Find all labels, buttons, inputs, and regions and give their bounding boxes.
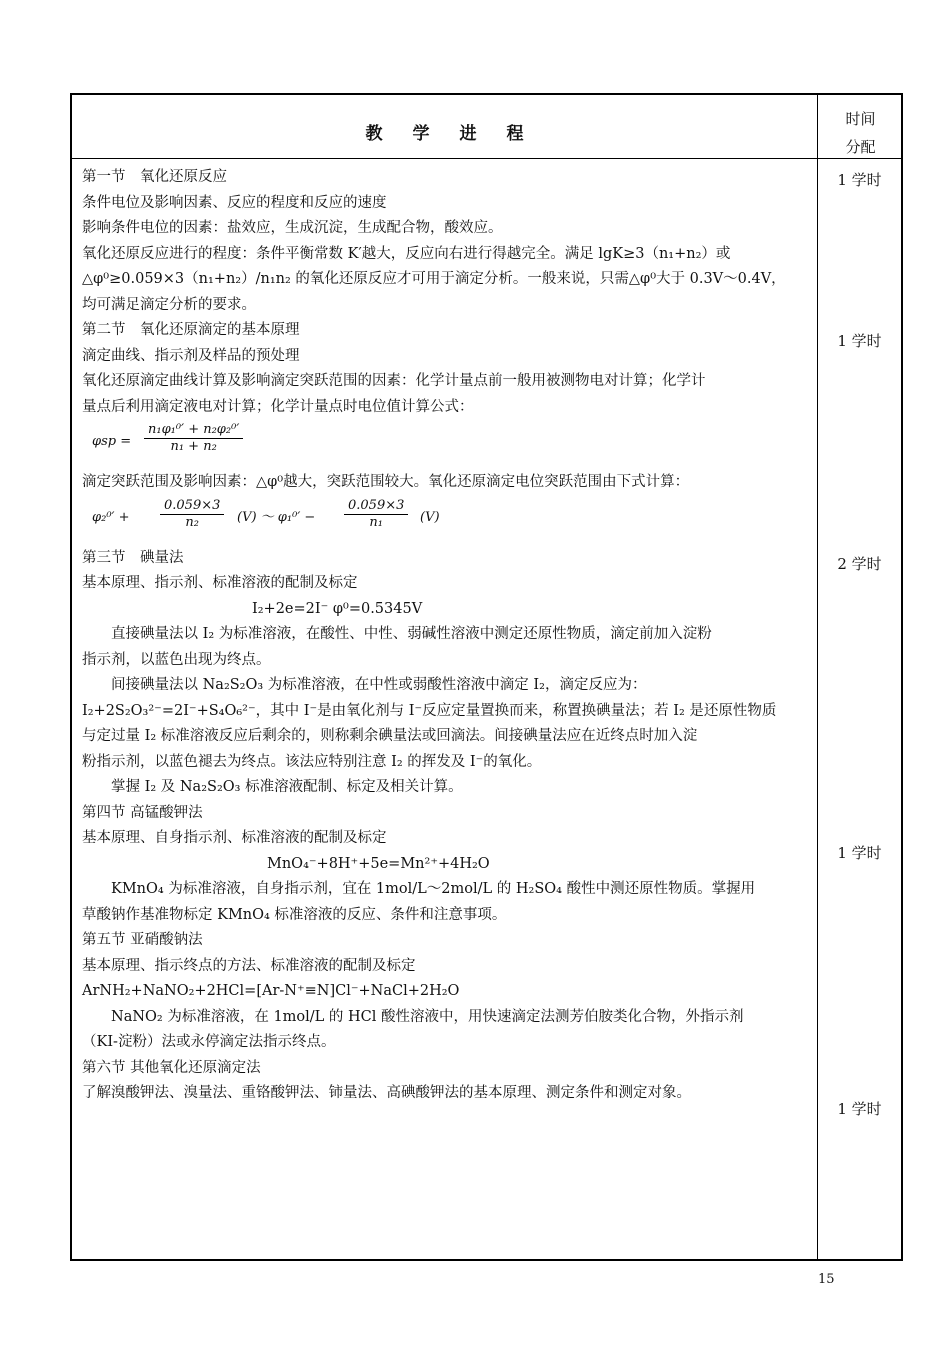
section-1-para-1: 影响条件电位的因素：盐效应，生成沉淀，生成配合物，酸效应。 — [82, 220, 503, 236]
section-6-title: 第六节 其他氧化还原滴定法 — [82, 1059, 261, 1076]
section-3-para-1a: 直接碘量法以 I₂ 为标准溶液，在酸性、中性、弱碱性溶液中测定还原性物质，滴定前加入淀粉 — [111, 626, 712, 642]
section-1-subtitle: 条件电位及影响因素、反应的程度和反应的速度 — [82, 194, 387, 211]
section-4-para-1a: KMnO₄ 为标准溶液，自身指示剂，宜在 1mol/L～2mol/L 的 H₂SO₄ 酸性中测还原性物质。掌握用 — [111, 881, 756, 897]
section-3-para-1b: 指示剂，以蓝色出现为终点。 — [82, 651, 271, 668]
formula-2b-numerator: 0.059×3 — [344, 498, 408, 515]
formula-2-unit: (V) — [420, 509, 440, 525]
formula-1-lhs: φsp = — [92, 434, 132, 449]
lesson-content — [82, 165, 812, 1107]
section-5-para-1b: （KI-淀粉）法或永停滴定法指示终点。 — [82, 1034, 336, 1050]
formula-1-numerator: n₁φ₁⁰′ + n₂φ₂⁰′ — [144, 422, 243, 439]
section-5-title: 第五节 亚硝酸钠法 — [82, 932, 203, 948]
table-header-time — [818, 105, 903, 161]
column-divider — [817, 95, 818, 1259]
section-5-subtitle: 基本原理、指示终点的方法、标准溶液的配制及标定 — [82, 957, 416, 974]
section-4-para-1b: 草酸钠作基准物标定 KMnO₄ 标准溶液的反应、条件和注意事项。 — [82, 906, 507, 923]
section-4-subtitle: 基本原理、自身指示剂、标准溶液的配制及标定 — [82, 830, 387, 846]
formula-2-lhs: φ₂⁰′ + — [92, 509, 130, 525]
section-2-para-1b: 量点后利用滴定液电对计算；化学计量点时电位值计算公式： — [82, 398, 474, 415]
section-2-para-2: 滴定突跃范围及影响因素：△φ⁰越大，突跃范围较大。氧化还原滴定电位突跃范围由下式计算： — [82, 474, 690, 490]
section-1-para-2a: 氧化还原反应进行的程度：条件平衡常数 K′越大，反应向右进行得越完全。满足 lgK≥3（n₁+n₂）或 — [82, 245, 731, 262]
formula-2a-numerator: 0.059×3 — [160, 498, 224, 515]
formula-2b-denominator: n₁ — [369, 514, 383, 530]
section-1-para-2c: 均可满足滴定分析的要求。 — [82, 296, 256, 313]
section-2-title: 第二节 氧化还原滴定的基本原理 — [82, 322, 300, 338]
time-allocation-2: 1 学时 — [837, 332, 882, 350]
time-header-line2: 分配 — [845, 138, 876, 156]
section-3-para-2d: 粉指示剂，以蓝色褪去为终点。该法应特别注意 I₂ 的挥发及 I⁻的氧化。 — [82, 753, 542, 770]
time-allocation-5: 1 学时 — [837, 1100, 882, 1118]
time-allocation-1: 1 学时 — [837, 171, 882, 189]
sp-potential-formula — [82, 420, 812, 470]
section-6-para-1: 了解溴酸钾法、溴量法、重铬酸钾法、铈量法、高碘酸钾法的基本原理、测定条件和测定对象。 — [82, 1085, 691, 1101]
section-5-para-1a: NaNO₂ 为标准溶液，在 1mol/L 的 HCl 酸性溶液中，用快速滴定法测芳伯胺类化合物，外指示剂 — [111, 1008, 744, 1025]
section-3-para-2c: 与定过量 I₂ 标准溶液反应后剩余的，则称剩余碘量法或回滴法。间接碘量法应在近终点时加入淀 — [82, 728, 698, 744]
section-3-subtitle: 基本原理、指示剂、标准溶液的配制及标定 — [82, 575, 358, 591]
page-number: 15 — [818, 1272, 835, 1287]
time-allocation-4: 1 学时 — [837, 844, 882, 862]
section-5-equation: ArNH₂+NaNO₂+2HCl=[Ar-N⁺≡N]Cl⁻+NaCl+2H₂O — [82, 983, 460, 999]
formula-2a-fraction — [160, 498, 224, 531]
table-header-title: 教学进程 — [365, 124, 554, 144]
section-3-para-2a: 间接碘量法以 Na₂S₂O₃ 为标准溶液，在中性或弱酸性溶液中滴定 I₂，滴定反应为： — [111, 677, 647, 693]
header-divider — [72, 158, 901, 159]
lesson-table — [70, 93, 903, 1261]
section-2-para-1a: 氧化还原滴定曲线计算及影响滴定突跃范围的因素：化学计量点前一般用被测物电对计算；化学计 — [82, 373, 706, 389]
formula-2-middle: (V) ～ φ₁⁰′ − — [237, 509, 316, 525]
section-3-para-2b: I₂+2S₂O₃²⁻=2I⁻+S₄O₆²⁻，其中 I⁻是由氧化剂与 I⁻反应定量置换而来，称置换碘量法；若 I₂ 是还原性物质 — [82, 702, 777, 719]
formula-1-denominator: n₁ + n₂ — [170, 439, 217, 454]
section-1-title: 第一节 氧化还原反应 — [82, 169, 227, 185]
section-3-title: 第三节 碘量法 — [82, 549, 184, 566]
time-allocation-3: 2 学时 — [837, 555, 882, 573]
section-4-title: 第四节 高锰酸钾法 — [82, 804, 203, 821]
section-2-subtitle: 滴定曲线、指示剂及样品的预处理 — [82, 347, 300, 364]
section-4-equation: MnO₄⁻+8H⁺+5e=Mn²⁺+4H₂O — [267, 855, 490, 872]
section-3-equation: I₂+2e=2I⁻ φ⁰=0.5345V — [252, 600, 423, 617]
formula-2b-fraction — [344, 498, 408, 531]
section-1-para-2b: △φ⁰≥0.059×3（n₁+n₂）/n₁n₂ 的氧化还原反应才可用于滴定分析。一般来说，只需△φ⁰大于 0.3V～0.4V， — [82, 271, 786, 287]
jump-range-formula — [82, 496, 812, 546]
time-header-line1: 时间 — [845, 110, 876, 128]
formula-2a-denominator: n₂ — [185, 514, 199, 530]
formula-1-fraction — [144, 422, 243, 455]
section-3-para-3: 掌握 I₂ 及 Na₂S₂O₃ 标准溶液配制、标定及相关计算。 — [111, 779, 463, 795]
